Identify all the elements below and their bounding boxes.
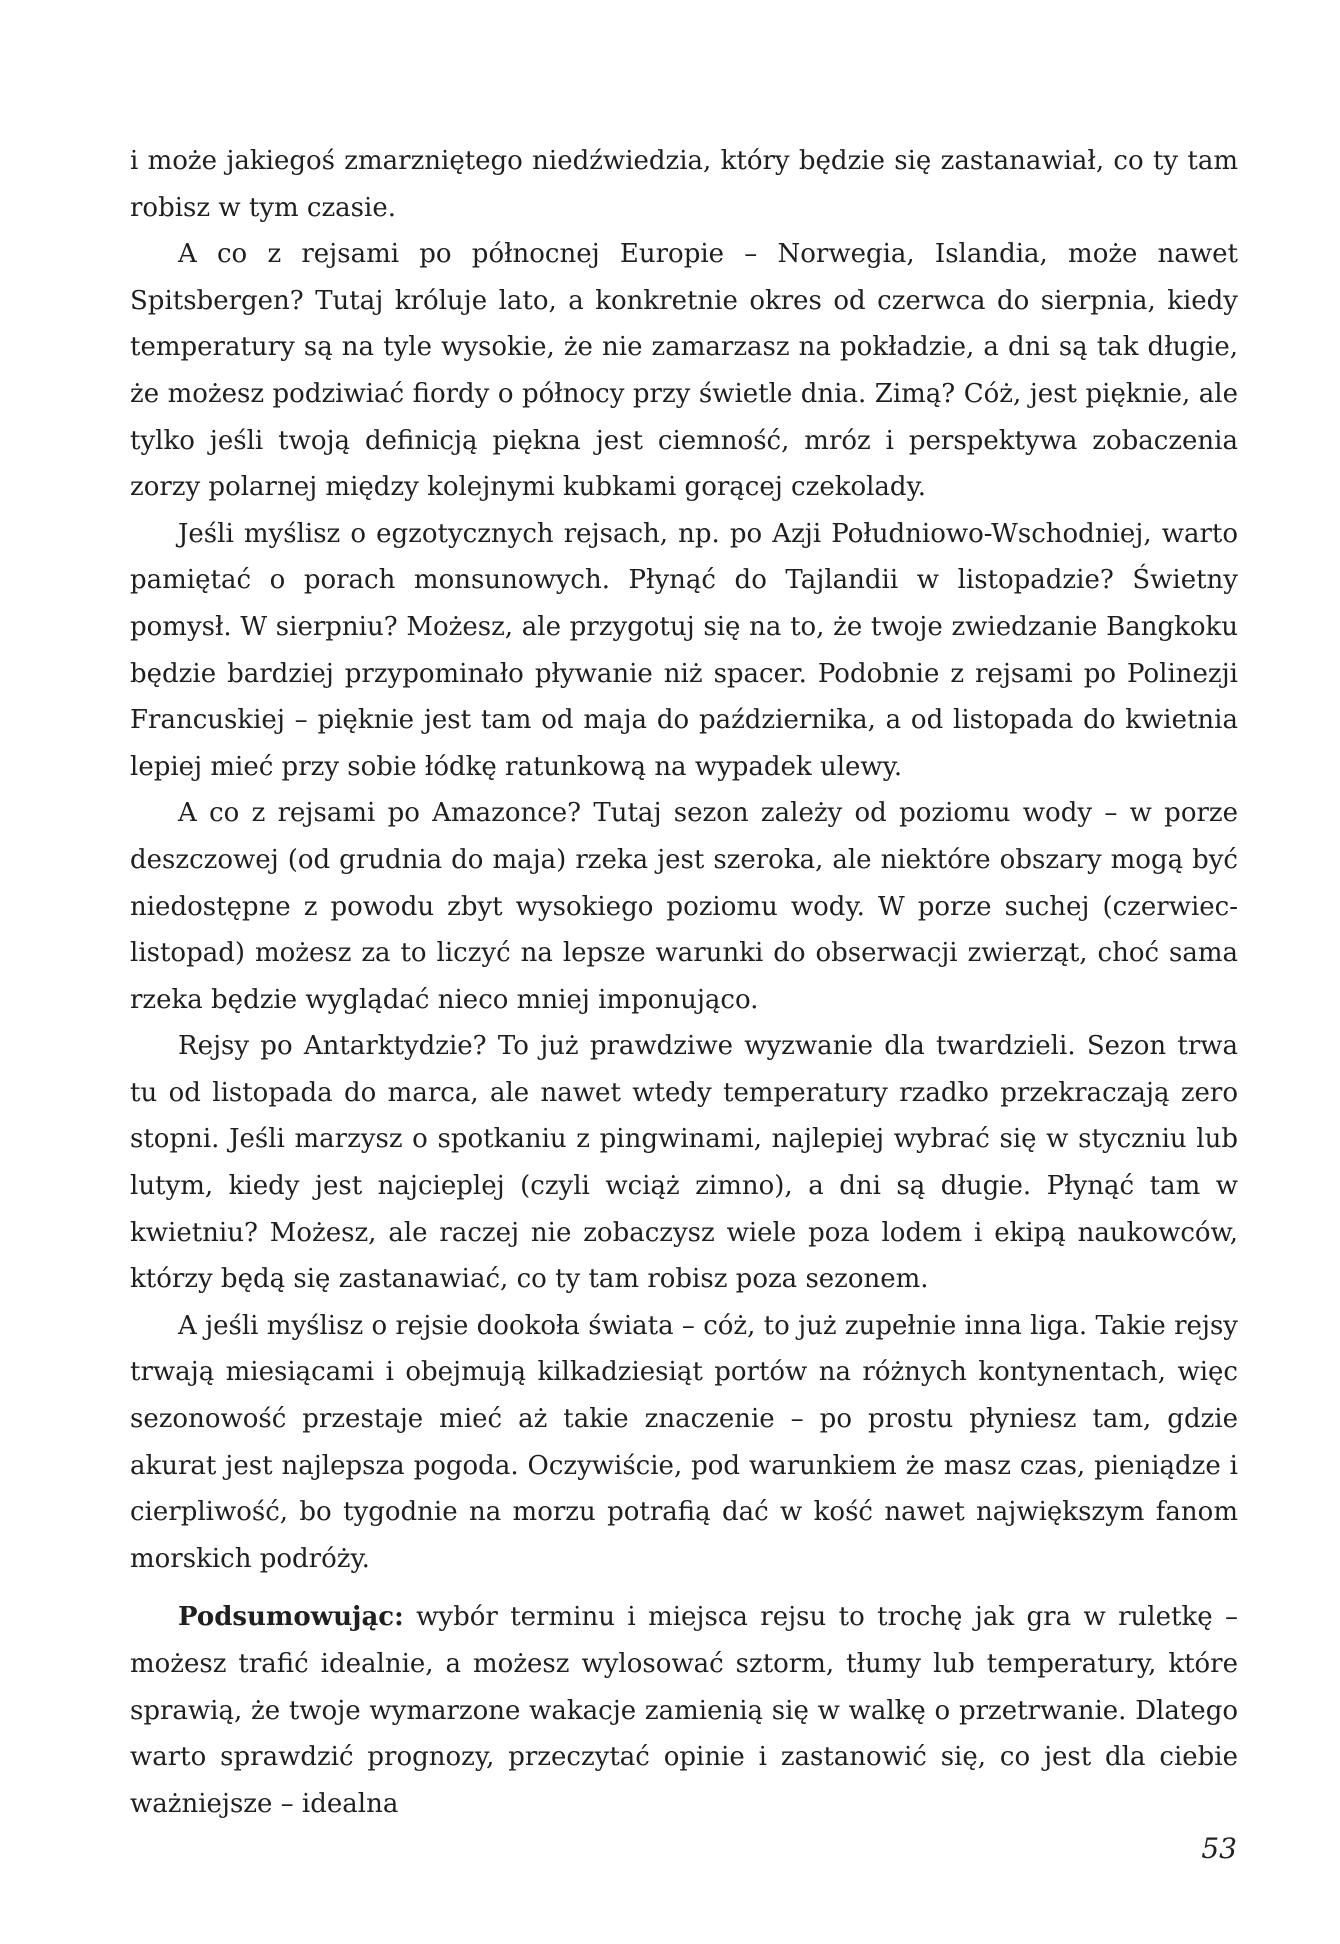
summary-text: wybór terminu i miejsca rejsu to trochę jak gra w ruletkę – możesz trafić idealnie, a możesz wylosować sztorm, tłumy lub temperatury, które sprawią, że twoje wymarzone wakacje zamienią się w walkę o przetrwanie. Dlatego warto sprawdzić prognozy, przeczytać opinie i zastanowić się, co jest dla ciebie ważniejsze – idealna xyxy=(130,1602,1238,1819)
paragraph-southeast-asia: Jeśli myślisz o egzotycznych rejsach, np. po Azji Południowo-Wschodniej, warto pamiętać o porach monsunowych. Płynąć do Tajlandii w listopadzie? Świetny pomysł. W sierpniu? Możesz, ale przygotuj się na to, że twoje zwiedzanie Bangkoku będzie bardziej przypominało pływanie niż spacer. Podobnie z rejsami po Polinezji Francuskiej – pięknie jest tam od maja do października, a od listopada do kwietnia lepiej mieć przy sobie łódkę ratunkową na wypadek ulewy. xyxy=(130,518,1238,782)
paragraph-summary xyxy=(130,1594,1238,1827)
page-number: 53 xyxy=(1201,1832,1237,1865)
summary-lead: Podsumowując: xyxy=(178,1602,404,1633)
book-page-body xyxy=(130,138,1238,1827)
paragraph-northern-europe: A co z rejsami po północnej Europie – Norwegia, Islandia, może nawet Spitsbergen? Tutaj króluje lato, a konkretnie okres od czerwca do sierpnia, kiedy temperatury są na tyle wysokie, że nie zamarzasz na pokładzie, a dni są tak długie, że możesz podziwiać fiordy o północy przy świetle dnia. Zimą? Cóż, jest pięknie, ale tylko jeśli twoją definicją piękna jest ciemność, mróz i perspektywa zobaczenia zorzy polarnej między kolejnymi kubkami gorącej czekolady. xyxy=(130,239,1238,503)
paragraph-continued: i może jakiegoś zmarzniętego niedźwiedzia, który będzie się zastanawiał, co ty tam robisz w tym czasie. xyxy=(130,146,1238,223)
paragraph-amazon: A co z rejsami po Amazonce? Tutaj sezon zależy od poziomu wody – w porze deszczowej (od grudnia do maja) rzeka jest szeroka, ale niektóre obszary mogą być niedostępne z powodu zbyt wysokiego poziomu wody. W porze suchej (czerwiec-listopad) możesz za to liczyć na lepsze warunki do obserwacji zwierząt, choć sama rzeka będzie wyglądać nieco mniej imponująco. xyxy=(130,798,1238,1015)
paragraph-antarctica: Rejsy po Antarktydzie? To już prawdziwe wyzwanie dla twardzieli. Sezon trwa tu od listopada do marca, ale nawet wtedy temperatury rzadko przekraczają zero stopni. Jeśli marzysz o spotkaniu z pingwinami, najlepiej wybrać się w styczniu lub lutym, kiedy jest najcieplej (czyli wciąż zimno), a dni są długie. Płynąć tam w kwietniu? Możesz, ale raczej nie zobaczysz wiele poza lodem i ekipą naukowców, którzy będą się zastanawiać, co ty tam robisz poza sezonem. xyxy=(130,1031,1238,1295)
paragraph-world-cruise: A jeśli myślisz o rejsie dookoła świata – cóż, to już zupełnie inna liga. Takie rejsy trwają miesiącami i obejmują kilkadziesiąt portów na różnych kontynentach, więc sezonowość przestaje mieć aż takie znaczenie – po prostu płyniesz tam, gdzie akurat jest najlepsza pogoda. Oczywiście, pod warunkiem że masz czas, pieniądze i cierpliwość, bo tygodnie na morzu potrafią dać w kość nawet największym fanom morskich podróży. xyxy=(130,1310,1238,1574)
